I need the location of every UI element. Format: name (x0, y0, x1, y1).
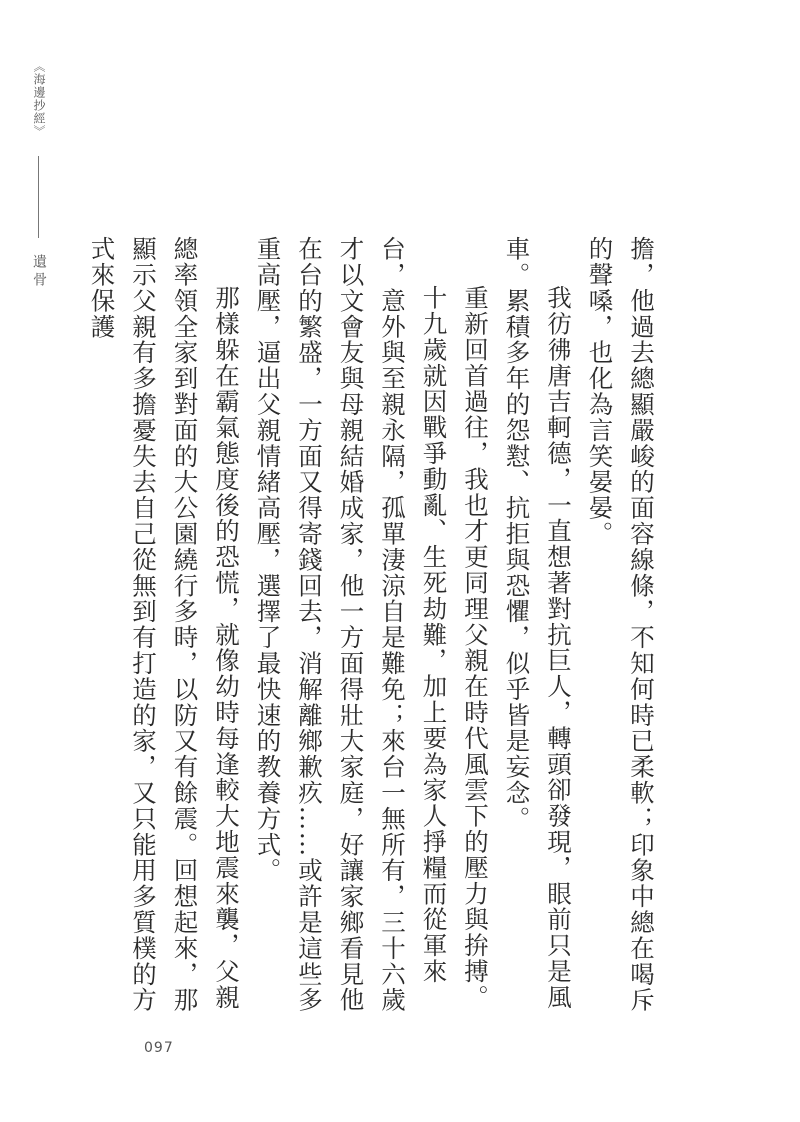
paragraph-3: 重新回首過往，我也才更同理父親在時代風雲下的壓力與拚搏。 (461, 285, 490, 1011)
paragraph-4: 十九歲就因戰爭動亂、生死劫難，加上要為家人掙糧而從軍來台，意外與至親永隔，孤單淒涼自是難免；來台一無所有，三十六歲才以文會友與母親結婚成家，他一方面得壯大家庭，好讓家鄉看見他在台的繁盛，一方面又得寄錢回去，消解離鄉歉疚……或許是這些多重高壓，逼出父親情緒高壓，選擇了最快速的教養方式。 (253, 236, 449, 1013)
page-number: 097 (144, 1040, 174, 1056)
running-header (27, 60, 51, 320)
book-title: 《海邊抄經》 (32, 60, 46, 138)
chapter-title: 遺骨 (31, 254, 47, 290)
body-text (81, 236, 662, 1016)
paragraph-1: 擔，他過去總顯嚴峻的面容線條，不知何時已柔軟；印象中總在喝斥的聲嗓，也化為言笑晏晏。 (585, 236, 656, 1013)
header-divider (38, 156, 39, 238)
paragraph-2: 我彷彿唐吉軻德，一直想著對抗巨人，轉頭卻發現，眼前只是風車。累積多年的怨懟、抗拒與恐懼，似乎皆是妄念。 (502, 236, 573, 1011)
paragraph-5: 那樣躲在霸氣態度後的恐慌，就像幼時每逢較大地震來襲，父親總率領全家到對面的大公園繞行多時，以防又有餘震。回想起來，那顯示父親有多擔憂失去自己從無到有打造的家，又只能用多質樸的方式來保護 (87, 236, 241, 1013)
